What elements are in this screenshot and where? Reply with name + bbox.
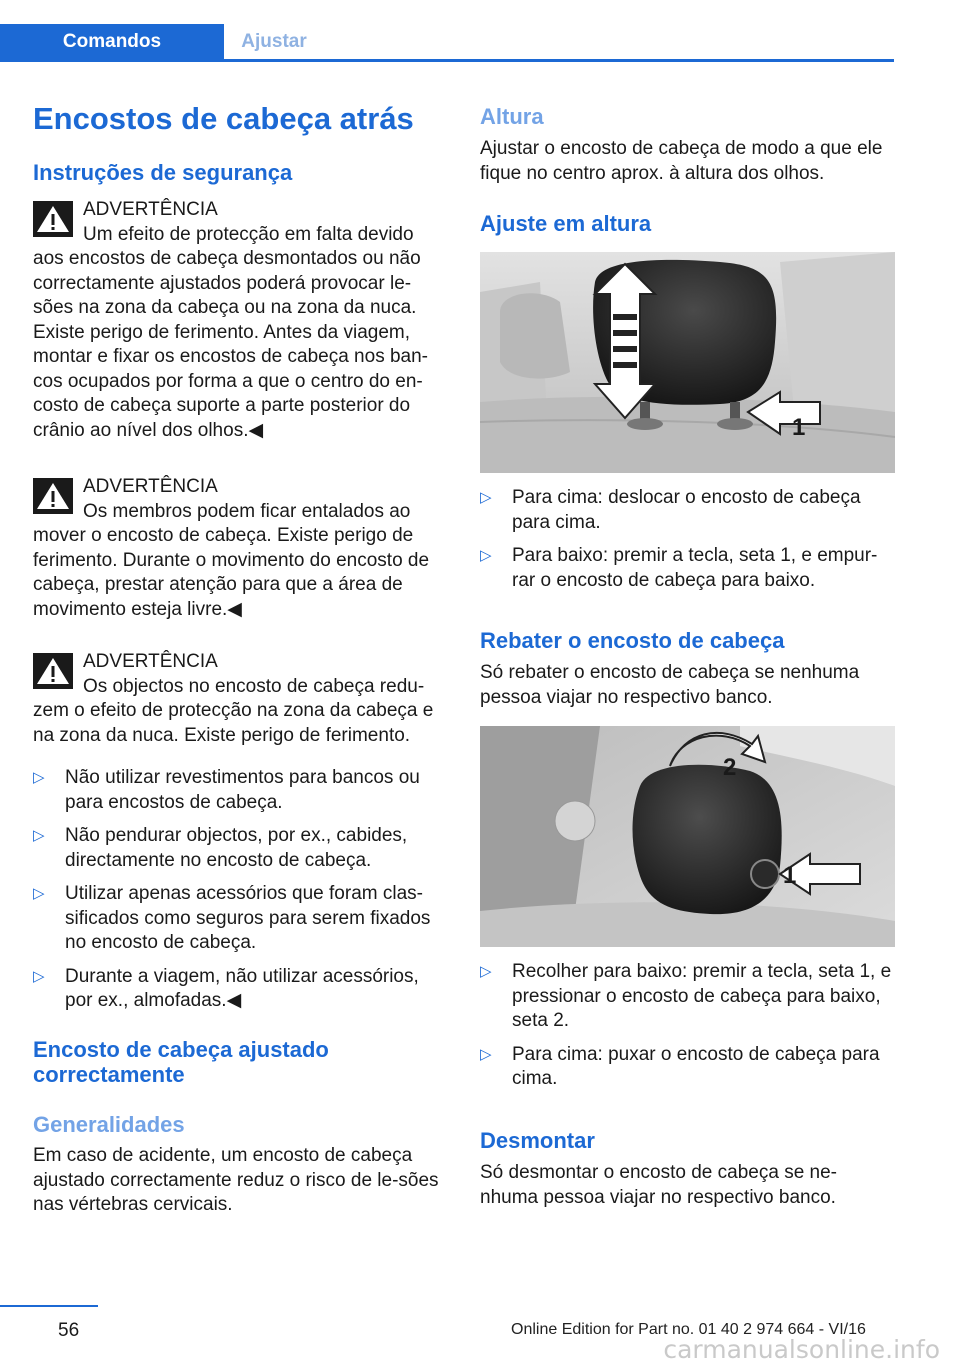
paragraph: Só desmontar o encosto de cabeça se ne-nhuma pessoa viajar no respectivo banco.: [480, 1162, 838, 1208]
ajuste-list: [480, 486, 895, 602]
warning-text: zem o efeito de protecção na zona da cabeça e na zona da nuca. Existe perigo de ferimento.: [33, 700, 434, 746]
list-item: ▷ Para baixo: premir a tecla, seta 1, e empur-rar o encosto de cabeça para baixo.: [480, 545, 878, 591]
warning-text-first: Os membros podem ficar entalados ao: [83, 500, 411, 522]
list-item: ▷ Utilizar apenas acessórios que foram clas-sificados como seguros para serem fixados no encosto de cabeça.: [33, 883, 431, 953]
figure-label: 2: [723, 754, 737, 781]
headrest-height-illustration: [480, 252, 895, 473]
edition-text: Online Edition for Part no. 01 40 2 974 664 - VI/16: [511, 1321, 866, 1338]
tab-comandos[interactable]: Comandos: [0, 24, 224, 59]
triangle-bullet-icon: ▷: [480, 963, 492, 980]
headrest-height-photo: [480, 252, 895, 473]
warning-block: [33, 198, 447, 443]
section-heading-ajuste: Ajuste em altura: [480, 211, 652, 236]
list-item: ▷ Não utilizar revestimentos para bancos ou para encostos de cabeça.: [33, 767, 420, 813]
triangle-bullet-icon: ▷: [480, 547, 492, 564]
headrest-fold-illustration: [480, 726, 895, 947]
triangle-bullet-icon: ▷: [480, 1045, 492, 1063]
paragraph: Ajustar o encosto de cabeça de modo a que ele fique no centro aprox. à altura dos olhos.: [480, 138, 883, 184]
page-title: Encostos de cabeça atrás: [33, 101, 414, 136]
warning-text-first: Os objectos no encosto de cabeça redu-: [83, 675, 425, 697]
safety-heading: Instruções de segurança: [33, 160, 293, 185]
warning-text: mover o encosto de cabeça. Existe perigo de ferimento. Durante o movimento do encosto de cabeça, prestar atenção para que a área de movimento esteja livre.◀: [33, 525, 430, 620]
figure-label: 1: [792, 414, 806, 441]
list-item: ▷ Durante a viagem, não utilizar acessórios, por ex., almofadas.◀: [33, 965, 419, 1011]
section-heading-correct: Encosto de cabeça ajustado correctamente: [33, 1037, 329, 1087]
triangle-bullet-icon: ▷: [33, 827, 45, 844]
triangle-bullet-icon: ▷: [33, 967, 45, 985]
section-heading-rebater: Rebater o encosto de cabeça: [480, 628, 785, 653]
warning-triangle-icon: [33, 201, 73, 237]
triangle-bullet-icon: ▷: [480, 489, 492, 506]
header-tabs: [0, 24, 894, 62]
subheading-generalidades: Generalidades: [33, 1112, 185, 1137]
section-heading-desmontar: Desmontar: [480, 1128, 595, 1153]
warning-triangle-icon: [33, 653, 73, 689]
page-number: 56: [58, 1320, 80, 1341]
warning-triangle-icon: [33, 478, 73, 514]
figure-label: 1: [783, 862, 797, 889]
list-item: ▷ Para cima: deslocar o encosto de cabeça para cima.: [480, 487, 861, 533]
paragraph: Só rebater o encosto de cabeça se nenhuma pessoa viajar no respectivo banco.: [480, 662, 860, 708]
watermark: carmanualsonline.info: [663, 1335, 940, 1364]
rebater-list: [480, 960, 895, 1101]
list-item: ▷ Para cima: puxar o encosto de cabeça para cima.: [480, 1043, 880, 1089]
warning-block: [33, 475, 447, 622]
header-rule: [0, 59, 894, 62]
subheading-altura: Altura: [480, 104, 544, 129]
list-item: ▷ Não pendurar objectos, por ex., cabides, directamente no encosto de cabeça.: [33, 825, 408, 871]
warning-block: [33, 650, 447, 748]
triangle-bullet-icon: ▷: [33, 769, 45, 786]
warning-text: aos encostos de cabeça desmontados ou não correctamente ajustados poderá provocar le-sões na zona da cabeça ou na zona da nuca. Existe perigo de ferimento. Antes da viagem, montar e fixar os encostos de cabeça nos ban-cos ocupados por forma a que o centro do en-costo de cabeça suporte a parte posterior do crânio ao nível dos olhos.◀: [33, 248, 429, 441]
warning-title: ADVERTÊNCIA: [83, 651, 218, 672]
safety-list: [33, 766, 447, 1023]
warning-title: ADVERTÊNCIA: [83, 476, 218, 497]
warning-text-first: Um efeito de protecção em falta devido: [83, 223, 414, 245]
list-item: ▷ Recolher para baixo: premir a tecla, seta 1, e pressionar o encosto de cabeça para baixo, seta 2.: [480, 961, 892, 1031]
triangle-bullet-icon: ▷: [33, 885, 45, 902]
warning-title: ADVERTÊNCIA: [83, 199, 218, 220]
headrest-fold-photo: [480, 726, 895, 947]
paragraph: Em caso de acidente, um encosto de cabeça ajustado correctamente reduz o risco de le-sões nas vértebras cervicais.: [33, 1145, 439, 1215]
tab-ajustar[interactable]: Ajustar: [241, 31, 307, 52]
footer-rule: [0, 1305, 98, 1307]
